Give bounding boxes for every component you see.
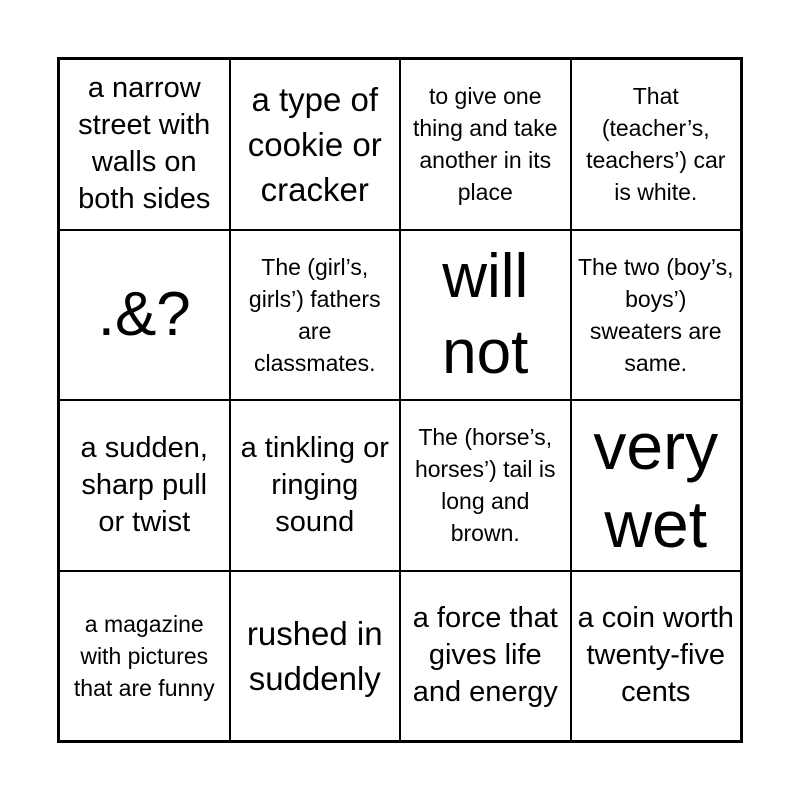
cell-text: That (teacher’s, teachers’) car is white. xyxy=(586,83,726,206)
bingo-cell-8[interactable] xyxy=(571,230,742,401)
cell-text: a tinkling or ringing sound xyxy=(240,431,389,538)
bingo-cell-14[interactable] xyxy=(230,571,401,742)
bingo-cell-6[interactable] xyxy=(230,230,401,401)
bingo-cell-15[interactable] xyxy=(400,571,571,742)
bingo-cell-2[interactable] xyxy=(230,59,401,230)
cell-text: .&? xyxy=(97,279,191,349)
bingo-cell-10[interactable] xyxy=(230,400,401,571)
cell-text: The (horse’s, horses’) tail is long and brown. xyxy=(414,424,556,547)
bingo-cell-13[interactable] xyxy=(59,571,230,742)
bingo-board xyxy=(57,57,743,743)
cell-text: a sudden, sharp pull or twist xyxy=(80,431,208,538)
bingo-cell-1[interactable] xyxy=(59,59,230,230)
cell-text: a narrow street with walls on both sides xyxy=(78,72,211,216)
bingo-cell-9[interactable] xyxy=(59,400,230,571)
bingo-cell-11[interactable] xyxy=(400,400,571,571)
cell-text: The (girl’s, girls’) fathers are classmates. xyxy=(248,253,381,376)
bingo-cell-4[interactable] xyxy=(571,59,742,230)
bingo-cell-3[interactable] xyxy=(400,59,571,230)
cell-text: will not xyxy=(442,241,529,387)
bingo-cell-7[interactable] xyxy=(400,230,571,401)
cell-text: rushed in suddenly xyxy=(246,614,383,697)
cell-text: very wet xyxy=(593,409,719,562)
bingo-cell-5[interactable] xyxy=(59,230,230,401)
cell-text: a coin worth twenty-five cents xyxy=(577,602,734,709)
bingo-cell-16[interactable] xyxy=(571,571,742,742)
cell-text: a force that gives life and energy xyxy=(412,602,558,709)
bingo-cell-12[interactable] xyxy=(571,400,742,571)
cell-text: The two (boy’s, boys’) sweaters are same. xyxy=(577,253,734,376)
cell-text: a type of cookie or cracker xyxy=(247,80,382,208)
cell-text: a magazine with pictures that are funny xyxy=(73,610,215,701)
cell-text: to give one thing and take another in its place xyxy=(412,83,558,206)
